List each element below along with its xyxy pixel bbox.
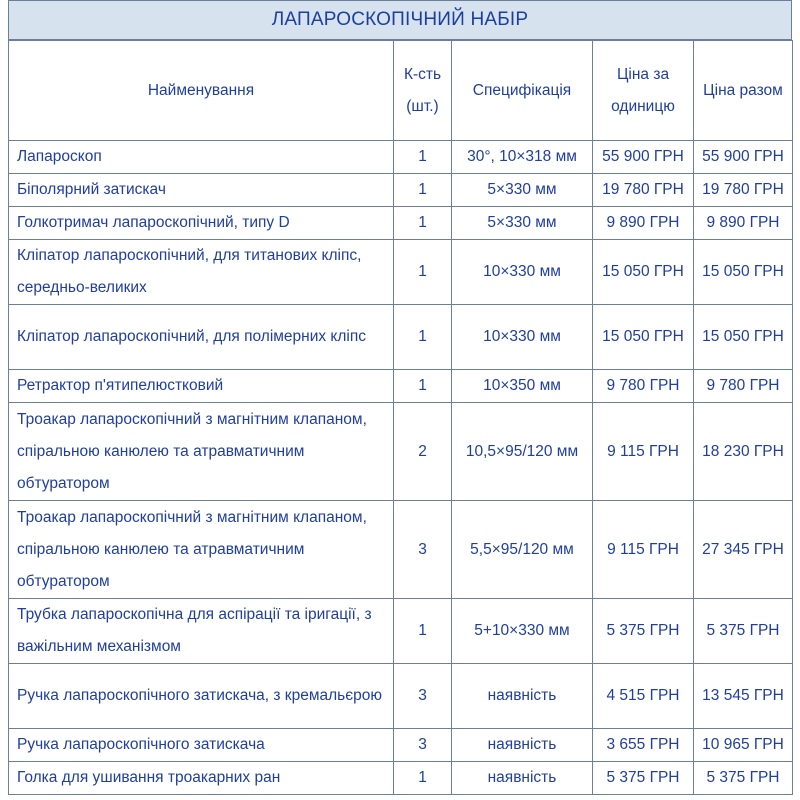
cell-spec: 10×350 мм — [452, 370, 593, 403]
cell-qty: 2 — [394, 403, 452, 501]
cell-qty: 1 — [394, 370, 452, 403]
table-row — [9, 501, 793, 599]
cell-total: 10 965 ГРН — [694, 729, 793, 762]
cell-total: 19 780 ГРН — [694, 174, 793, 207]
cell-name: Троакар лапароскопічний з магнітним клапаном, спіральною канюлею та атравматичним обтуратором — [9, 501, 394, 599]
table-row — [9, 729, 793, 762]
cell-unit-price: 15 050 ГРН — [593, 305, 694, 370]
cell-unit-price: 9 780 ГРН — [593, 370, 694, 403]
cell-unit-price: 4 515 ГРН — [593, 664, 694, 729]
table-title — [8, 0, 792, 40]
cell-name: Голка для ушивання троакарних ран — [9, 762, 394, 795]
cell-spec: 10×330 мм — [452, 240, 593, 305]
cell-unit-price: 55 900 ГРН — [593, 141, 694, 174]
cell-total: 15 050 ГРН — [694, 305, 793, 370]
cell-qty: 1 — [394, 141, 452, 174]
table-row — [9, 370, 793, 403]
cell-name: Троакар лапароскопічний з магнітним клапаном, спіральною канюлею та атравматичним обтуратором — [9, 403, 394, 501]
cell-total: 27 345 ГРН — [694, 501, 793, 599]
cell-spec: 5+10×330 мм — [452, 598, 593, 663]
cell-name: Голкотримач лапароскопічний, типу D — [9, 207, 394, 240]
table-title-text: ЛАПАРОСКОПІЧНИЙ НАБІР — [271, 9, 529, 30]
cell-spec: 30°, 10×318 мм — [452, 141, 593, 174]
cell-qty: 3 — [394, 664, 452, 729]
cell-total: 9 780 ГРН — [694, 370, 793, 403]
table-row — [9, 207, 793, 240]
cell-spec: 10×330 мм — [452, 305, 593, 370]
cell-qty: 1 — [394, 762, 452, 795]
table-row — [9, 403, 793, 501]
cell-qty: 1 — [394, 240, 452, 305]
cell-unit-price: 5 375 ГРН — [593, 598, 694, 663]
cell-spec: наявність — [452, 762, 593, 795]
cell-spec: наявність — [452, 729, 593, 762]
header-spec: Специфікація — [452, 41, 593, 141]
cell-unit-price: 9 115 ГРН — [593, 501, 694, 599]
table-row — [9, 174, 793, 207]
cell-qty: 3 — [394, 501, 452, 599]
cell-unit-price: 15 050 ГРН — [593, 240, 694, 305]
cell-spec: 5×330 мм — [452, 207, 593, 240]
cell-qty: 1 — [394, 305, 452, 370]
cell-total: 5 375 ГРН — [694, 598, 793, 663]
cell-name: Біполярний затискач — [9, 174, 394, 207]
table-row — [9, 141, 793, 174]
cell-name: Кліпатор лапароскопічний, для полімерних кліпс — [9, 305, 394, 370]
cell-name: Лапароскоп — [9, 141, 394, 174]
cell-total: 13 545 ГРН — [694, 664, 793, 729]
table-row — [9, 598, 793, 663]
cell-unit-price: 3 655 ГРН — [593, 729, 694, 762]
cell-name: Кліпатор лапароскопічний, для титанових кліпс, середньо-великих — [9, 240, 394, 305]
cell-qty: 1 — [394, 207, 452, 240]
header-name: Найменування — [9, 41, 394, 141]
header-total: Ціна разом — [694, 41, 793, 141]
cell-spec: 5,5×95/120 мм — [452, 501, 593, 599]
cell-unit-price: 9 115 ГРН — [593, 403, 694, 501]
cell-qty: 3 — [394, 729, 452, 762]
table-row — [9, 762, 793, 795]
cell-unit-price: 9 890 ГРН — [593, 207, 694, 240]
cell-spec: 5×330 мм — [452, 174, 593, 207]
cell-qty: 1 — [394, 174, 452, 207]
cell-name: Ручка лапароскопічного затискача, з кремальєрою — [9, 664, 394, 729]
cell-unit-price: 19 780 ГРН — [593, 174, 694, 207]
cell-spec: наявність — [452, 664, 593, 729]
cell-total: 5 375 ГРН — [694, 762, 793, 795]
cell-unit-price: 5 375 ГРН — [593, 762, 694, 795]
cell-total: 18 230 ГРН — [694, 403, 793, 501]
header-row — [9, 41, 793, 141]
header-unit-price: Ціна за одиницю — [593, 41, 694, 141]
cell-qty: 1 — [394, 598, 452, 663]
cell-total: 9 890 ГРН — [694, 207, 793, 240]
price-table — [8, 40, 793, 795]
cell-spec: 10,5×95/120 мм — [452, 403, 593, 501]
table-row — [9, 664, 793, 729]
cell-name: Трубка лапароскопічна для аспірації та іригації, з важільним механізмом — [9, 598, 394, 663]
table-body — [9, 141, 793, 795]
cell-total: 15 050 ГРН — [694, 240, 793, 305]
table-row — [9, 305, 793, 370]
cell-name: Ручка лапароскопічного затискача — [9, 729, 394, 762]
cell-name: Ретрактор п'ятипелюстковий — [9, 370, 394, 403]
cell-total: 55 900 ГРН — [694, 141, 793, 174]
header-qty: К-сть (шт.) — [394, 41, 452, 141]
table-row — [9, 240, 793, 305]
